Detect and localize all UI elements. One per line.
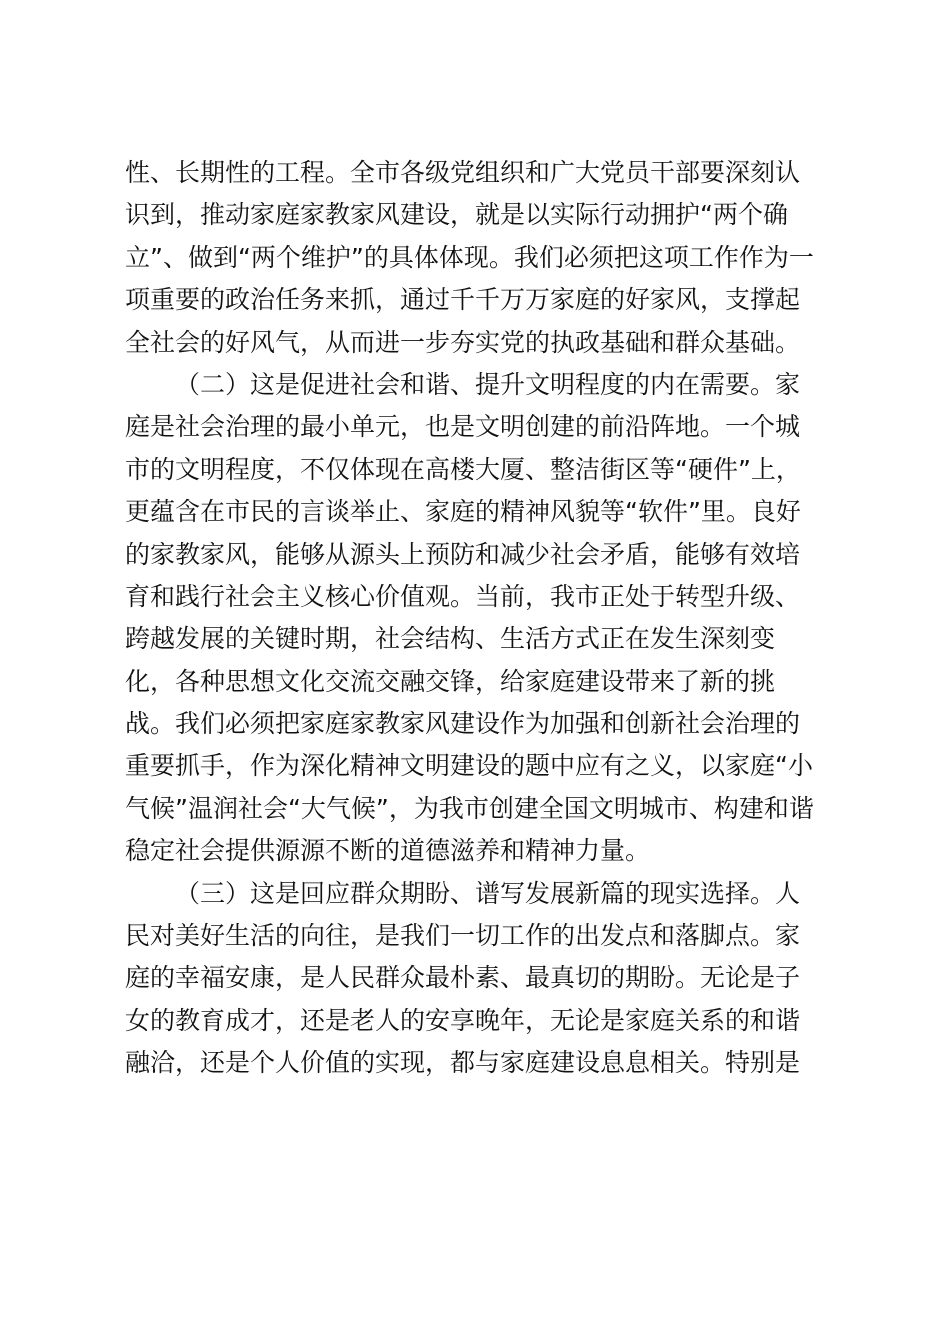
paragraph-two-line: 战。我们必须把家庭家教家风建设作为加强和创新社会治理的 [125,709,801,739]
paragraph-two-line: 跨越发展的关键时期，社会结构、生活方式正在发生深刻变 [125,624,776,654]
paragraph-continuation-line: 性、长期性的工程。全市各级党组织和广大党员干部要深刻认 [125,158,801,187]
paragraph-continuation-line: 全社会的好风气，从而进一步夯实党的执政基础和群众基础。 [125,327,801,357]
paragraph-two-line: 的家教家风，能够从源头上预防和减少社会矛盾，能够有效培 [125,539,801,569]
paragraph-three-line: 民对美好生活的向往，是我们一切工作的出发点和落脚点。家 [125,921,801,951]
paragraph-two-line: 重要抓手，作为深化精神文明建设的题中应有之义，以家庭“小 [125,751,813,781]
paragraph-two-line: 市的文明程度，不仅体现在高楼大厦、整洁街区等“硬件”上， [125,454,801,484]
paragraph-continuation-line: 项重要的政治任务来抓，通过千千万万家庭的好家风，支撑起 [125,285,801,315]
paragraph-two-line: 稳定社会提供源源不断的道德滋养和精神力量。 [125,836,651,866]
paragraph-three-line: 融洽，还是个人价值的实现，都与家庭建设息息相关。特别是 [125,1048,801,1078]
paragraph-two-line: 气候”温润社会“大气候”，为我市创建全国文明城市、构建和谐 [125,793,814,823]
paragraph-three-line: 庭的幸福安康，是人民群众最朴素、最真切的期盼。无论是子 [125,963,801,993]
paragraph-two-line: （二）这是促进社会和谐、提升文明程度的内在需要。家 [175,369,801,399]
body-text [125,152,835,1085]
paragraph-three-line: 女的教育成才，还是老人的安享晚年，无论是家庭关系的和谐 [125,1005,801,1035]
paragraph-continuation-line: 立”、做到“两个维护”的具体体现。我们必须把这项工作作为一 [125,242,814,272]
paragraph-two-line: 育和践行社会主义核心价值观。当前，我市正处于转型升级、 [125,581,801,611]
paragraph-three-line: （三）这是回应群众期盼、谱写发展新篇的现实选择。人 [175,878,801,908]
paragraph-two-line: 庭是社会治理的最小单元，也是文明创建的前沿阵地。一个城 [125,412,801,442]
paragraph-two-line: 更蕴含在市民的言谈举止、家庭的精神风貌等“软件”里。良好 [125,497,801,527]
paragraph-continuation-line: 识到，推动家庭家教家风建设，就是以实际行动拥护“两个确 [125,200,788,230]
paragraph-two-line: 化，各种思想文化交流交融交锋，给家庭建设带来了新的挑 [125,666,776,696]
